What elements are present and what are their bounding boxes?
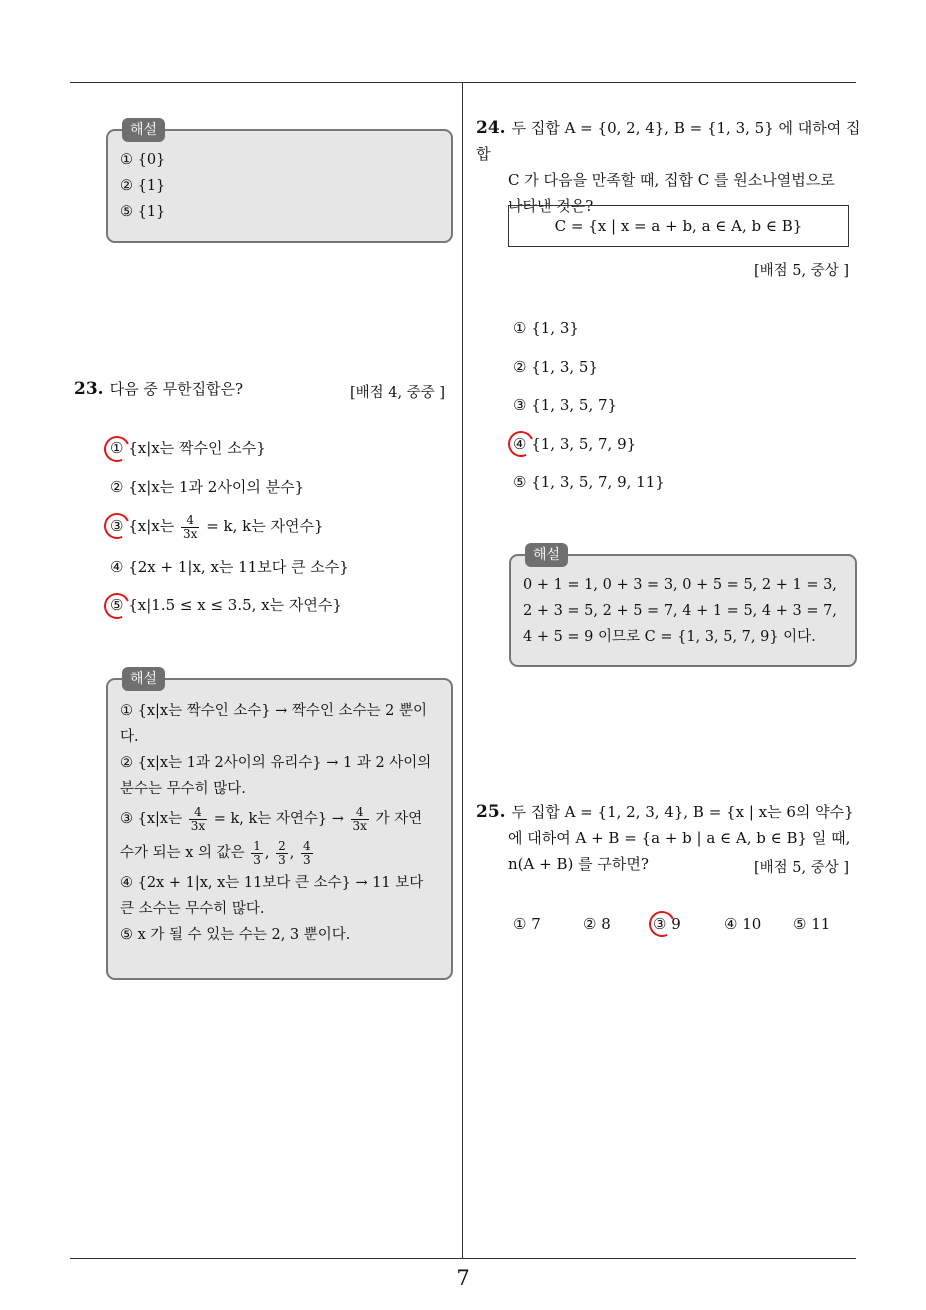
solution-line: 2 + 3 = 5, 2 + 5 = 7, 4 + 1 = 5, 4 + 3 = 7, xyxy=(523,603,837,619)
fraction: $\frac{4}{3x}$ xyxy=(183,512,198,541)
solution-line: 분수는 무수히 많다. xyxy=(120,781,246,797)
choice-2[interactable]: ② 8 xyxy=(583,915,611,933)
solution-line: ③ {x|x는 $\frac{4}{3x}$ = k, k는 자연수} → $\frac{4}{3x}$ 가 자연 xyxy=(120,804,423,833)
choice-4[interactable]: ④ {2x + 1|x, x는 11보다 큰 소수} xyxy=(110,558,349,576)
choice-2[interactable]: ② {x|x는 1과 2사이의 분수} xyxy=(110,478,305,496)
question-23 xyxy=(74,376,243,402)
question-text: 두 집합 A = {0, 2, 4}, B = {1, 3, 5} 에 대하여 집합 xyxy=(476,119,861,163)
solution-line: 4 + 5 = 9 이므로 C = {1, 3, 5, 7, 9} 이다. xyxy=(523,629,816,645)
solution-line: 0 + 1 = 1, 0 + 3 = 3, 0 + 5 = 5, 2 + 1 = 3, xyxy=(523,577,837,593)
question-text: 다음 중 무한집합은? xyxy=(109,380,244,398)
column-divider xyxy=(462,83,463,1258)
top-rule xyxy=(70,82,856,83)
question-number: 23. xyxy=(74,379,104,399)
solution-line: ⑤ x 가 될 수 있는 수는 2, 3 뿐이다. xyxy=(120,927,351,943)
solution-tab: 해설 xyxy=(525,543,568,567)
solution-line: 수가 되는 x 의 값은 $\frac{1}{3}$ , $\frac{2}{3}$ , $\frac{4}{3}$ xyxy=(120,838,311,867)
question-number: 25. xyxy=(476,802,506,822)
choice-3[interactable]: ③ 9 xyxy=(653,915,681,933)
choice-4[interactable]: ④ 10 xyxy=(724,915,762,933)
solution-box-22 xyxy=(106,122,453,243)
solution-line: ② {1} xyxy=(120,178,166,194)
choice-1[interactable]: ① {x|x는 짝수인 소수} xyxy=(110,439,266,457)
solution-box-23 xyxy=(106,671,453,980)
choice-5[interactable]: ⑤ 11 xyxy=(793,915,831,933)
solution-line: ② {x|x는 1과 2사이의 유리수} → 1 과 2 사이의 xyxy=(120,755,432,771)
solution-tab: 해설 xyxy=(122,667,165,691)
question-24 xyxy=(476,115,861,219)
solution-line: 큰 소수는 무수히 많다. xyxy=(120,901,265,917)
question-meta: [배점 5, 중상 ] xyxy=(754,860,850,876)
solution-line: ⑤ {1} xyxy=(120,204,166,220)
choice-3-suffix: = k, k는 자연수} xyxy=(206,517,324,535)
solution-line: 다. xyxy=(120,729,139,745)
bottom-rule xyxy=(70,1258,856,1259)
question-text: 에 대하여 A + B = {a + b | a ∈ A, b ∈ B} 일 때, xyxy=(508,829,851,847)
choice-3[interactable]: ③ {1, 3, 5, 7} xyxy=(513,396,618,414)
fraction: $\frac{2}{3}$ xyxy=(278,838,286,867)
fraction: $\frac{1}{3}$ xyxy=(253,838,261,867)
solution-tab: 해설 xyxy=(122,118,165,142)
fraction: $\frac{4}{3}$ xyxy=(303,838,311,867)
solution-line: ④ {2x + 1|x, x는 11보다 큰 소수} → 11 보다 xyxy=(120,875,424,891)
question-text: C 가 다음을 만족할 때, 집합 C 를 원소나열법으로 xyxy=(508,171,835,189)
choice-3-prefix: ③ {x|x는 xyxy=(110,517,175,535)
condition-box: C = {x | x = a + b, a ∈ A, b ∈ B} xyxy=(508,205,849,247)
choice-5[interactable]: ⑤ {x|1.5 ≤ x ≤ 3.5, x는 자연수} xyxy=(110,596,342,614)
choice-2[interactable]: ② {1, 3, 5} xyxy=(513,358,599,376)
choice-4[interactable]: ④ {1, 3, 5, 7, 9} xyxy=(513,435,637,453)
fraction: $\frac{4}{3x}$ xyxy=(352,804,367,833)
choice-1[interactable]: ① 7 xyxy=(513,915,541,933)
choice-3[interactable] xyxy=(110,510,324,542)
choice-1[interactable]: ① {1, 3} xyxy=(513,319,579,337)
solution-box-24 xyxy=(509,547,857,667)
question-meta: [배점 4, 중중 ] xyxy=(350,385,446,401)
solution-line: ① {x|x는 짝수인 소수} → 짝수인 소수는 2 뿐이 xyxy=(120,703,428,719)
question-text: n(A + B) 를 구하면? xyxy=(508,855,649,873)
choice-5[interactable]: ⑤ {1, 3, 5, 7, 9, 11} xyxy=(513,473,665,491)
question-number: 24. xyxy=(476,118,506,138)
solution-line: ① {0} xyxy=(120,152,166,168)
question-meta: [배점 5, 중상 ] xyxy=(754,263,850,279)
question-text: 나타낸 것은? xyxy=(508,197,594,215)
page-number: 7 xyxy=(456,1266,470,1290)
question-text: 두 집합 A = {1, 2, 3, 4}, B = {x | x는 6의 약수} xyxy=(511,803,854,821)
fraction: $\frac{4}{3x}$ xyxy=(190,804,206,833)
